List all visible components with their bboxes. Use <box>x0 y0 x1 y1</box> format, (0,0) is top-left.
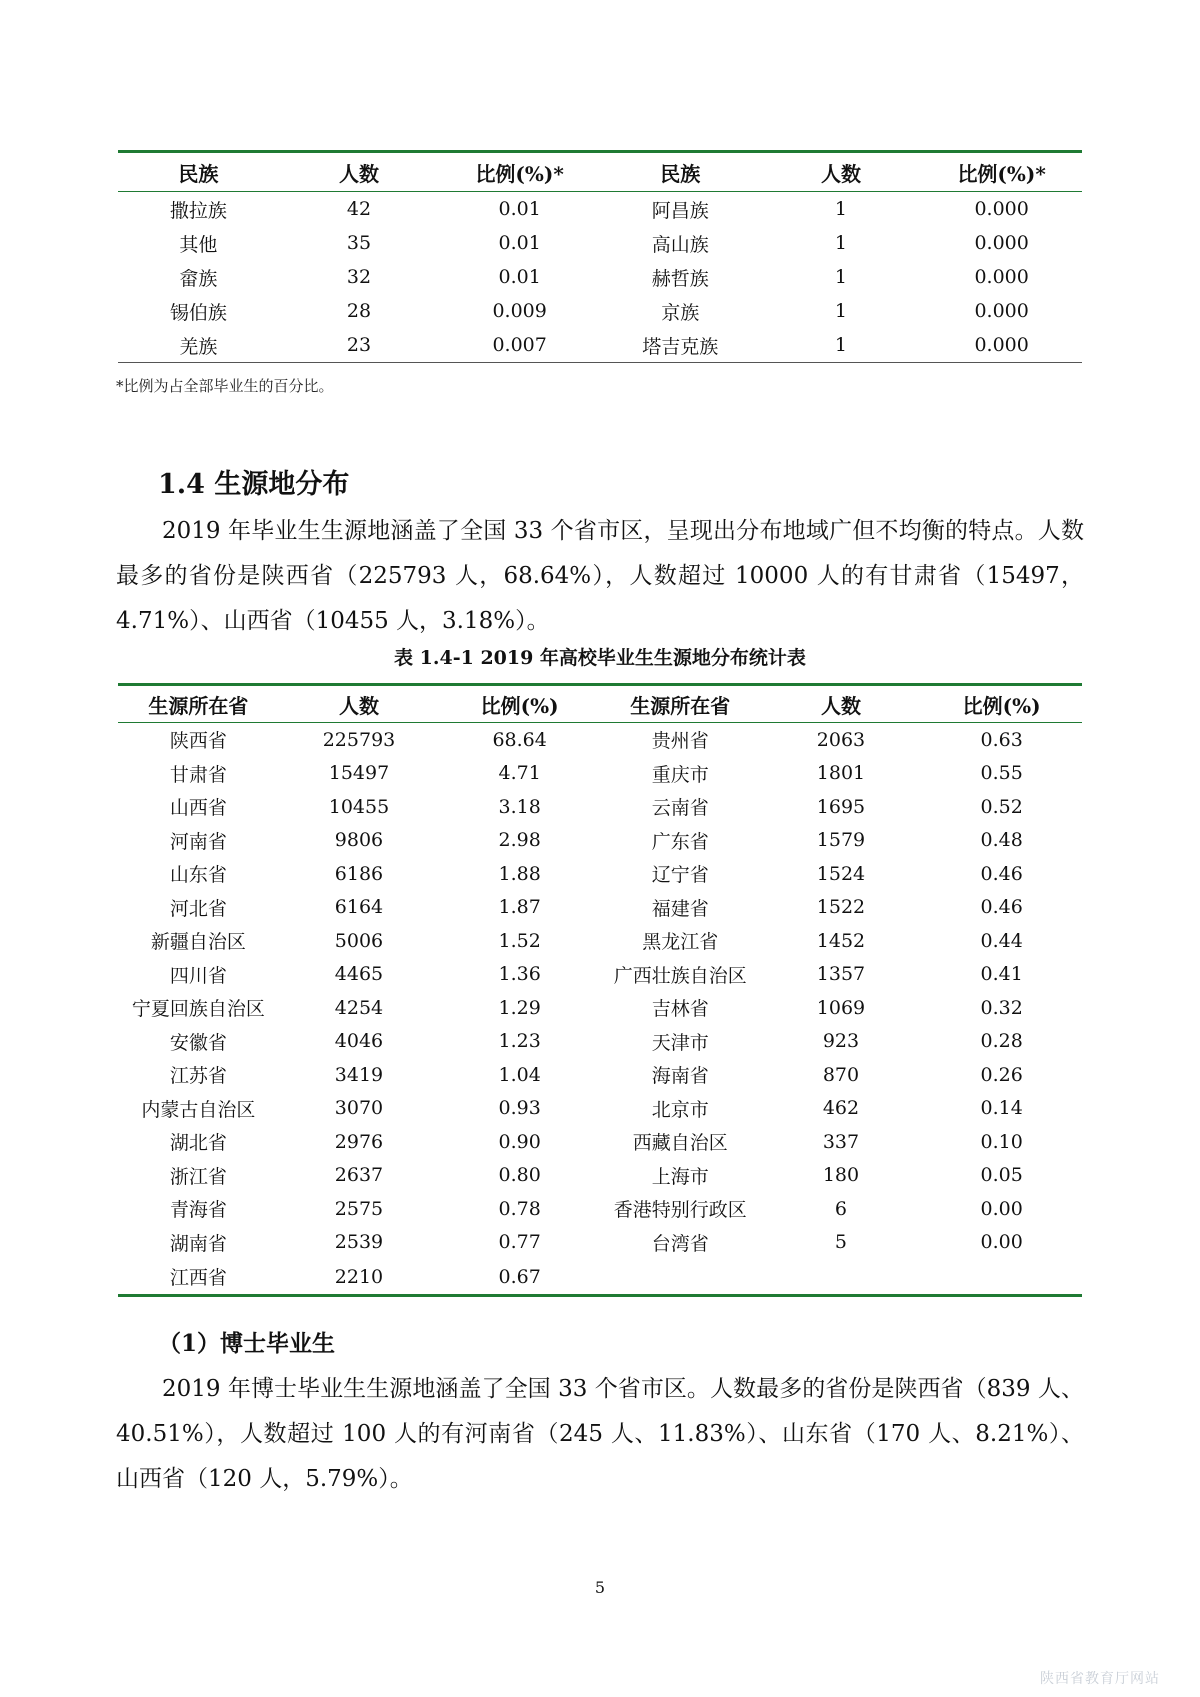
table-cell: 337 <box>822 1130 860 1153</box>
table-cell: 1.87 <box>498 896 541 919</box>
table-cell: 0.10 <box>980 1130 1023 1153</box>
table-cell: 0.00 <box>980 1231 1023 1254</box>
table-cell: 0.55 <box>980 762 1023 785</box>
table-cell: 0.67 <box>439 1259 600 1296</box>
table-cell: 0.009 <box>492 300 547 322</box>
table-cell: 浙江省 <box>169 1165 227 1188</box>
header-cell: 生源所在省 <box>118 685 279 723</box>
header-cell: 民族 <box>118 152 279 192</box>
table-cell: 0.93 <box>498 1097 541 1120</box>
table-cell: 870 <box>822 1063 860 1086</box>
header-cell: 比例(%) <box>921 685 1082 723</box>
province-table <box>118 683 1082 1297</box>
table-cell: 山西省 <box>169 797 227 820</box>
table-cell: 0.28 <box>980 1030 1023 1053</box>
table-cell: 0.46 <box>980 896 1023 919</box>
table-cell: 1524 <box>816 862 866 885</box>
table-cell: 180 <box>822 1164 860 1187</box>
header-cell: 比例(%)* <box>921 152 1082 192</box>
table-cell: 广西壮族自治区 <box>613 964 747 987</box>
table-cell: 撒拉族 <box>169 199 227 222</box>
table-cell: 上海市 <box>651 1165 709 1188</box>
table-cell: 0.44 <box>980 929 1023 952</box>
table-cell: 1 <box>834 232 847 254</box>
table-cell: 0.01 <box>498 198 541 220</box>
table-cell: 3.18 <box>498 795 541 818</box>
table-cell: 0.000 <box>974 232 1029 254</box>
table-cell: 1522 <box>816 896 866 919</box>
header-cell: 人数 <box>761 685 922 723</box>
header-cell: 人数 <box>761 152 922 192</box>
table-cell: 1452 <box>816 929 866 952</box>
table-cell: 台湾省 <box>651 1232 709 1255</box>
table-cell: 1357 <box>816 963 866 986</box>
table-cell: 2063 <box>816 728 866 751</box>
table-row <box>118 1226 1082 1260</box>
province-table-body <box>118 723 1082 1296</box>
table-row <box>118 1159 1082 1193</box>
table-cell: 2539 <box>334 1231 384 1254</box>
table-cell: 河南省 <box>169 830 227 853</box>
table-row <box>118 328 1082 363</box>
table-cell: 5006 <box>334 929 384 952</box>
table-cell: 0.77 <box>498 1231 541 1254</box>
table-row <box>118 1259 1082 1296</box>
table-row <box>118 260 1082 294</box>
table-cell: 6 <box>834 1197 847 1220</box>
table-cell: 陕西省 <box>169 730 227 753</box>
table-row <box>118 226 1082 260</box>
header-cell: 比例(%)* <box>439 152 600 192</box>
table-cell: 23 <box>279 328 440 363</box>
table-row <box>118 924 1082 958</box>
table-cell: 462 <box>822 1097 860 1120</box>
header-cell: 比例(%) <box>439 685 600 723</box>
table-cell: 35 <box>346 232 372 254</box>
table-row <box>118 757 1082 791</box>
table-cell: 1579 <box>816 829 866 852</box>
table-cell: 1.52 <box>498 929 541 952</box>
subsection-heading: （1）博士毕业生 <box>158 1330 336 1357</box>
table-cell: 1069 <box>816 996 866 1019</box>
table-row <box>118 891 1082 925</box>
header-cell: 民族 <box>600 152 761 192</box>
table-cell: 甘肃省 <box>169 763 227 786</box>
table-cell: 0.80 <box>498 1164 541 1187</box>
table-cell: 9806 <box>334 829 384 852</box>
table-cell: 青海省 <box>169 1199 227 1222</box>
table-row <box>118 192 1082 227</box>
table-cell: 923 <box>822 1030 860 1053</box>
header-cell: 人数 <box>279 152 440 192</box>
table-cell: 四川省 <box>169 964 227 987</box>
table-cell: 0.000 <box>974 266 1029 288</box>
table-cell: 江西省 <box>118 1259 279 1296</box>
table-cell <box>600 1259 761 1296</box>
table-cell: 1.23 <box>498 1030 541 1053</box>
table-cell: 安徽省 <box>169 1031 227 1054</box>
table-cell: 湖南省 <box>169 1232 227 1255</box>
table-cell: 3419 <box>334 1063 384 1086</box>
table-cell: 0.41 <box>980 963 1023 986</box>
table-cell: 0.01 <box>498 232 541 254</box>
table-cell: 1.04 <box>498 1063 541 1086</box>
table-cell: 京族 <box>661 301 700 324</box>
table-row <box>118 958 1082 992</box>
table-cell: 云南省 <box>651 797 709 820</box>
table-cell: 1.36 <box>498 963 541 986</box>
table-cell: 福建省 <box>651 897 709 920</box>
table-cell: 香港特别行政区 <box>613 1199 747 1222</box>
table-cell: 西藏自治区 <box>632 1132 728 1155</box>
ethnic-table-body <box>118 192 1082 363</box>
table-cell: 0.52 <box>980 795 1023 818</box>
table-cell: 羌族 <box>118 328 279 363</box>
table-cell: 32 <box>346 266 372 288</box>
table-cell: 0.26 <box>980 1063 1023 1086</box>
section-paragraph: 2019 年毕业生生源地涵盖了全国 33 个省市区，呈现出分布地域广但不均衡的特点。人数最多的省份是陕西省（225793 人，68.64%），人数超过 10000 人的有甘肃省（15497，4.71%）、山西省（10455 人，3.18%）。 <box>116 518 1084 634</box>
table-cell: 225793 <box>322 728 396 751</box>
table-row <box>118 857 1082 891</box>
ethnic-table-header <box>118 152 1082 192</box>
header-cell: 生源所在省 <box>600 685 761 723</box>
table-cell: 1 <box>834 300 847 322</box>
table-cell: 内蒙古自治区 <box>141 1098 256 1121</box>
table-row <box>118 723 1082 757</box>
table-cell: 广东省 <box>651 830 709 853</box>
table-cell: 重庆市 <box>651 763 709 786</box>
table-cell: 0.000 <box>921 328 1082 363</box>
table-cell <box>761 1259 922 1296</box>
table-cell: 0.48 <box>980 829 1023 852</box>
table-cell: 4254 <box>334 996 384 1019</box>
table-cell: 4465 <box>334 963 384 986</box>
table-cell: 2637 <box>334 1164 384 1187</box>
header-cell: 人数 <box>279 685 440 723</box>
table-cell: 海南省 <box>651 1065 709 1088</box>
table-cell: 高山族 <box>651 233 709 256</box>
table-row <box>118 790 1082 824</box>
table-cell: 黑龙江省 <box>642 931 719 954</box>
table-cell: 1 <box>834 198 847 220</box>
table-cell: 2976 <box>334 1130 384 1153</box>
table-cell: 天津市 <box>651 1031 709 1054</box>
table-cell: 辽宁省 <box>651 864 709 887</box>
table-cell: 新疆自治区 <box>150 931 246 954</box>
table-cell: 0.46 <box>980 862 1023 885</box>
table-cell: 山东省 <box>169 864 227 887</box>
table-cell: 北京市 <box>651 1098 709 1121</box>
table-cell: 4046 <box>334 1030 384 1053</box>
table-caption: 表 1.4-1 2019 年高校毕业生生源地分布统计表 <box>394 647 806 669</box>
table-cell: 6164 <box>334 896 384 919</box>
table-cell: 1801 <box>816 762 866 785</box>
table-cell: 1.88 <box>498 862 541 885</box>
table-cell: 4.71 <box>498 762 541 785</box>
table-cell: 1695 <box>816 795 866 818</box>
table-cell: 1 <box>761 328 922 363</box>
table-cell: 阿昌族 <box>651 199 709 222</box>
table-cell: 吉林省 <box>651 998 709 1021</box>
table-cell: 0.90 <box>498 1130 541 1153</box>
table-cell: 2575 <box>334 1197 384 1220</box>
table-cell: 0.000 <box>974 300 1029 322</box>
table-row <box>118 1125 1082 1159</box>
table-row <box>118 1092 1082 1126</box>
table-row <box>118 1058 1082 1092</box>
table-cell: 0.32 <box>980 996 1023 1019</box>
table-cell: 2210 <box>279 1259 440 1296</box>
table-cell: 锡伯族 <box>169 301 227 324</box>
table-row <box>118 991 1082 1025</box>
table-cell: 1.29 <box>498 996 541 1019</box>
table-cell: 0.78 <box>498 1197 541 1220</box>
table-cell: 贵州省 <box>651 730 709 753</box>
table-cell: 42 <box>346 198 372 220</box>
table-footnote: *比例为占全部毕业生的百分比。 <box>116 377 334 395</box>
table-cell: 15497 <box>328 762 390 785</box>
watermark: 陕西省教育厅网站 <box>1040 1671 1160 1687</box>
table-row <box>118 294 1082 328</box>
table-cell: 10455 <box>328 795 390 818</box>
table-cell: 0.00 <box>980 1197 1023 1220</box>
table-cell: 河北省 <box>169 897 227 920</box>
province-table-header <box>118 685 1082 723</box>
table-cell: 赫哲族 <box>651 267 709 290</box>
table-cell: 宁夏回族自治区 <box>131 998 265 1021</box>
table-cell: 0.05 <box>980 1164 1023 1187</box>
table-cell: 5 <box>834 1231 847 1254</box>
table-cell: 江苏省 <box>169 1065 227 1088</box>
table-cell: 2.98 <box>498 829 541 852</box>
table-cell: 0.14 <box>980 1097 1023 1120</box>
table-cell <box>921 1259 1082 1296</box>
table-cell: 0.63 <box>980 728 1023 751</box>
ethnic-table <box>118 150 1082 363</box>
table-cell: 湖北省 <box>169 1132 227 1155</box>
table-cell: 0.000 <box>974 198 1029 220</box>
table-cell: 0.007 <box>439 328 600 363</box>
table-cell: 塔吉克族 <box>600 328 761 363</box>
table-row <box>118 824 1082 858</box>
subsection-paragraph: 2019 年博士毕业生生源地涵盖了全国 33 个省市区。人数最多的省份是陕西省（839 人、40.51%），人数超过 100 人的有河南省（245 人、11.83%）、山东省（170 人、8.21%）、山西省（120 人，5.79%）。 <box>116 1376 1084 1492</box>
table-cell: 1 <box>834 266 847 288</box>
table-cell: 0.01 <box>498 266 541 288</box>
page-number: 5 <box>594 1578 606 1597</box>
section-heading: 1.4 生源地分布 <box>158 469 350 500</box>
table-cell: 6186 <box>334 862 384 885</box>
table-cell: 畲族 <box>179 267 218 290</box>
table-cell: 其他 <box>179 233 218 256</box>
table-cell: 68.64 <box>492 728 547 751</box>
table-cell: 28 <box>346 300 372 322</box>
table-cell: 3070 <box>334 1097 384 1120</box>
table-row <box>118 1025 1082 1059</box>
table-row <box>118 1192 1082 1226</box>
